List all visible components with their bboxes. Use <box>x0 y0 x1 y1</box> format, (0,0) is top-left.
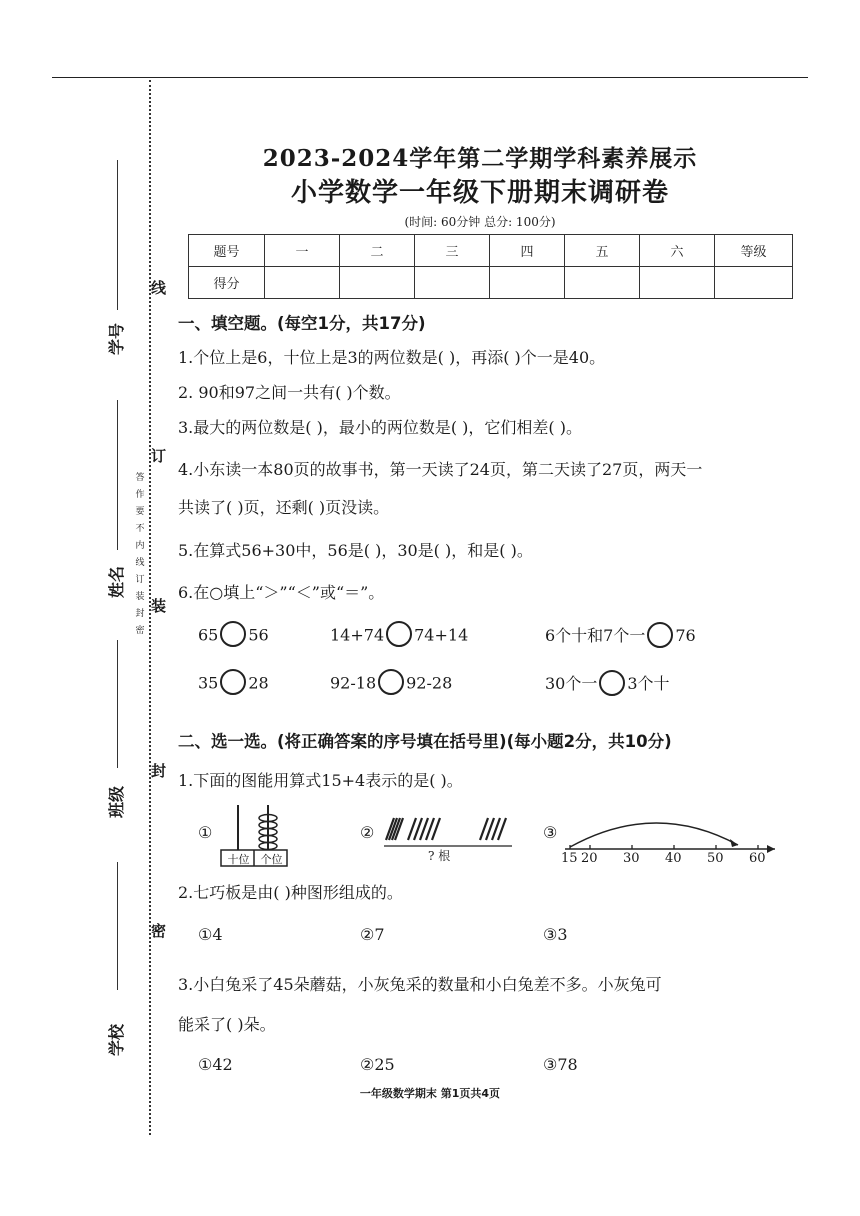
number-line-tick-label: 60 <box>749 851 766 866</box>
compare-circle[interactable] <box>378 669 404 695</box>
question-1-4b: 共读了( )页，还剩( )页没读。 <box>178 498 390 517</box>
score-cell[interactable] <box>415 267 490 299</box>
score-cell[interactable] <box>640 267 715 299</box>
option-2-3-c: ③78 <box>543 1055 578 1074</box>
number-line-figure <box>560 805 780 855</box>
compare-circle[interactable] <box>220 621 246 647</box>
number-line-tick-label: 20 <box>581 851 598 866</box>
compare-item: 14+74 74+14 <box>330 623 468 649</box>
exam-title: 2023-2024学年第二学期学科素养展示 <box>262 145 698 172</box>
compare-item: 35 28 <box>198 671 269 697</box>
question-1-5: 5.在算式56+30中，56是( )，30是( )，和是( )。 <box>178 541 533 560</box>
question-2-1: 1.下面的图能用算式15+4表示的是( )。 <box>178 771 463 790</box>
compare-circle[interactable] <box>647 622 673 648</box>
score-cell[interactable] <box>565 267 640 299</box>
seal-char-secret: 密 <box>151 922 167 940</box>
option-2-3-b: ②25 <box>360 1055 395 1074</box>
number-line-tick-label: 40 <box>665 851 682 866</box>
question-2-3a: 3.小白兔采了45朵蘑菇，小灰兔采的数量和小白兔差不多。小灰兔可 <box>178 975 662 994</box>
score-cell[interactable] <box>265 267 340 299</box>
sticks-figure <box>380 810 520 850</box>
compare-circle[interactable] <box>386 621 412 647</box>
compare-item: 6个十和7个一 76 <box>545 623 696 650</box>
number-line-tick-label: 50 <box>707 851 724 866</box>
score-header-cell: 六 <box>640 235 715 267</box>
name-line <box>117 400 118 550</box>
school-line <box>117 862 118 990</box>
score-header-cell: 题号 <box>189 235 265 267</box>
score-header-cell: 五 <box>565 235 640 267</box>
score-table <box>188 234 793 299</box>
score-header-cell: 三 <box>415 235 490 267</box>
question-1-6: 6.在○填上“＞”“＜”或“＝”。 <box>178 583 385 602</box>
abacus-tens-label: 十位 <box>227 853 250 866</box>
question-1-3: 3.最大的两位数是( )，最小的两位数是( )，它们相差( )。 <box>178 418 582 437</box>
score-header-cell: 一 <box>265 235 340 267</box>
question-1-4a: 4.小东读一本80页的故事书，第一天读了24页，第二天读了27页，两天一 <box>178 460 703 479</box>
exam-info: (时间: 60分钟 总分: 100分) <box>404 215 556 229</box>
exam-subtitle: 小学数学一年级下册期末调研卷 <box>290 178 669 208</box>
compare-circle[interactable] <box>599 670 625 696</box>
option-marker: ① <box>198 823 213 842</box>
compare-item: 92-18 92-28 <box>330 671 452 697</box>
question-1-1: 1.个位上是6，十位上是3的两位数是( )，再添( )个一是40。 <box>178 348 606 367</box>
abacus-ones-label: 个位 <box>260 853 283 866</box>
number-line-tick-label: 15 <box>561 851 578 866</box>
compare-item: 65 56 <box>198 623 269 649</box>
question-1-2: 2. 90和97之间一共有( )个数。 <box>178 383 401 402</box>
seal-char-seal: 封 <box>151 762 167 780</box>
seal-char-line: 线 <box>151 279 167 297</box>
question-2-2: 2.七巧板是由( )种图形组成的。 <box>178 883 403 902</box>
class-line <box>117 640 118 768</box>
option-2-2-b: ②7 <box>360 925 385 944</box>
option-marker: ② <box>360 823 375 842</box>
binding-warning: 答 作 要 不 内 线 订 装 封 密 <box>135 473 145 636</box>
section2-heading: 二、选一选。(将正确答案的序号填在括号里)(每小题2分，共10分) <box>178 732 672 751</box>
option-2-3-a: ①42 <box>198 1055 233 1074</box>
question-2-3b: 能采了( )朵。 <box>178 1015 276 1034</box>
number-line-tick-label: 30 <box>623 851 640 866</box>
student-id-label: 学号 <box>107 322 126 355</box>
compare-circle[interactable] <box>220 669 246 695</box>
score-cell[interactable] <box>490 267 565 299</box>
score-header-cell: 二 <box>340 235 415 267</box>
class-label: 班级 <box>107 785 126 818</box>
section1-heading: 一、填空题。(每空1分，共17分) <box>178 314 426 333</box>
top-rule <box>52 77 808 78</box>
seal-char-fit: 装 <box>151 597 167 615</box>
score-header-cell: 等级 <box>715 235 793 267</box>
page-footer: 一年级数学期末 第1页共4页 <box>359 1087 501 1100</box>
score-cell[interactable] <box>715 267 793 299</box>
option-marker: ③ <box>543 823 558 842</box>
school-label: 学校 <box>107 1023 126 1056</box>
sticks-label: ? 根 <box>428 849 451 863</box>
score-row-label: 得分 <box>189 267 265 299</box>
option-2-2-c: ③3 <box>543 925 568 944</box>
score-cell[interactable] <box>340 267 415 299</box>
seal-char-bind: 订 <box>151 447 167 465</box>
score-header-cell: 四 <box>490 235 565 267</box>
compare-item: 30个一 3个十 <box>545 671 670 698</box>
name-label: 姓名 <box>107 565 126 598</box>
option-2-2-a: ①4 <box>198 925 223 944</box>
